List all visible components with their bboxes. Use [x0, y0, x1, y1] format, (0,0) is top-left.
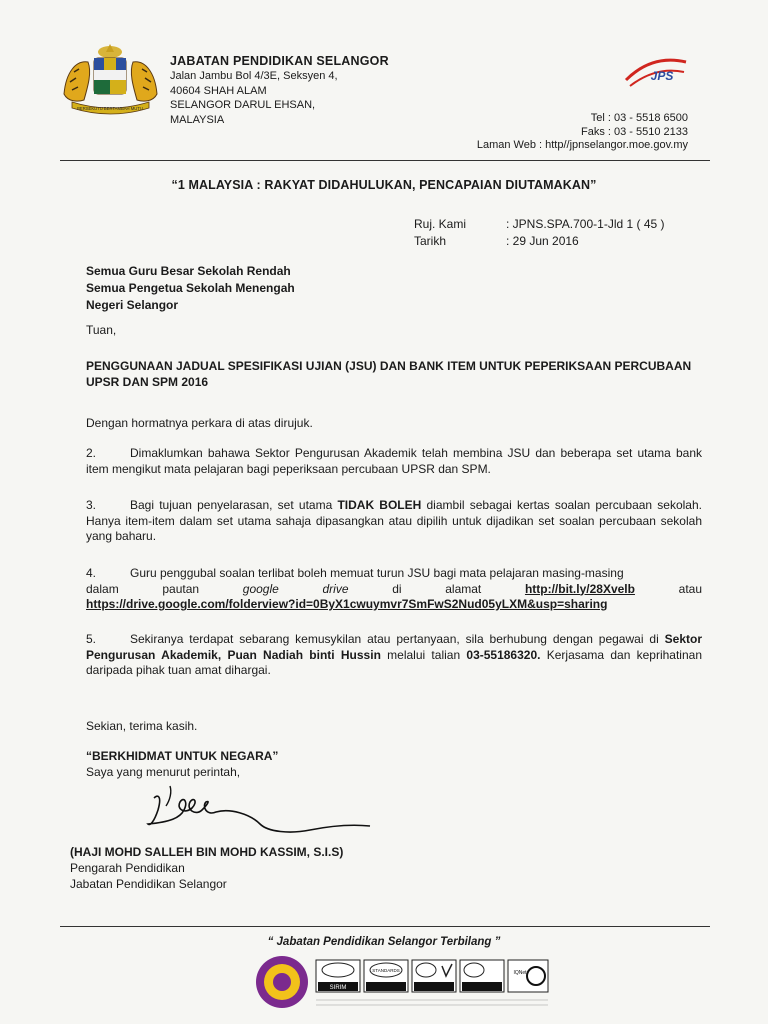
signer-block [70, 844, 343, 892]
header-divider [60, 160, 710, 161]
contact-info [477, 112, 688, 153]
reference-block [414, 216, 665, 250]
iqnet-badge [508, 960, 548, 992]
signature [140, 780, 380, 840]
date-value: : 29 Jun 2016 [506, 234, 579, 248]
reference-value: : JPNS.SPA.700-1-Jld 1 ( 45 ) [506, 217, 665, 231]
signer-title: Pengarah Pendidikan [70, 861, 185, 875]
paragraph-number: 3. [86, 498, 97, 512]
state-crest-logo [58, 42, 163, 117]
certification-badge-2 [364, 960, 408, 992]
organization-address [170, 69, 338, 127]
address-line: MALAYSIA [170, 113, 225, 126]
recipient-line: Semua Pengetua Sekolah Menengah [86, 281, 295, 295]
paragraph-4-word: pautan [162, 581, 200, 596]
paragraph-number: 4. [86, 566, 97, 580]
website: Laman Web : http//jpnselangor.moe.gov.my [476, 139, 688, 151]
jps-logo-text: JPS [650, 69, 674, 83]
certification-logos [254, 952, 554, 1014]
paragraph-5 [86, 632, 702, 679]
address-line: Jalan Jambu Bol 4/3E, Seksyen 4, [170, 70, 338, 82]
paragraph-4-word: google [242, 581, 279, 596]
paragraph-4-text-a: Guru penggubal soalan terlibat boleh memuat turun JSU bagi mata pelajaran masing-masing [130, 566, 624, 580]
national-motto: “1 MALAYSIA : RAKYAT DIDAHULUKAN, PENCAPAIAN DIUTAMAKAN” [171, 178, 597, 192]
address-line: SELANGOR DARUL EHSAN, [170, 99, 316, 111]
signer-name: (HAJI MOHD SALLEH BIN MOHD KASSIM, S.I.S) [70, 845, 344, 859]
paragraph-3-text-c: diambil sebagai kertas soalan percubaan sekolah. Hanya item-item dalam set utama sahaja dipasangkan atau dipilih untuk dijadikan set soalan percubaan sekolah yang baharu. [86, 498, 702, 543]
paragraph-4-word: di [392, 581, 402, 596]
paragraph-5-text-e: Kerjasama dan keprihatinan daripada pihak tuan amat dihargai. [86, 647, 702, 677]
jps-logo [622, 52, 690, 92]
paragraph-3 [86, 498, 702, 545]
recipient-line: Semua Guru Besar Sekolah Rendah [86, 264, 291, 278]
iqnet-label: IQNet [513, 970, 527, 976]
recipients-block [86, 263, 295, 314]
paragraph-3-emphasis: TIDAK BOLEH [337, 498, 422, 512]
closing-slogan: “BERKHIDMAT UNTUK NEGARA” [86, 749, 279, 763]
paragraph-4 [86, 566, 702, 613]
contact-phone: 03-55186320. [466, 647, 541, 662]
paragraph-4-word: alamat [445, 581, 482, 596]
footer-divider [60, 926, 710, 927]
footer-tagline: “ Jabatan Pendidikan Selangor Terbilang ” [267, 936, 501, 948]
paragraph-3-text-a: Bagi tujuan penyelarasan, set utama [130, 498, 338, 512]
date-label: Tarikh [414, 234, 447, 248]
crest-ribbon-text: BERSEKUTU BERTAMBAH MUTU [77, 106, 143, 111]
certification-badge-4 [460, 960, 504, 992]
closing-order: Saya yang menurut perintah, [86, 765, 241, 779]
address-line: 40604 SHAH ALAM [170, 84, 267, 97]
paragraph-4-word: dalam [86, 581, 119, 596]
bitly-link[interactable]: http://bit.ly/28Xvelb [524, 581, 635, 596]
certification-badge-3 [412, 960, 456, 992]
jps-seal-icon [256, 956, 308, 1008]
sirim-label: SIRIM [329, 985, 347, 991]
google-drive-link[interactable]: https://drive.google.com/folderview?id=0ByX1cwuymvr7SmFwS2Nud05yLXM&usp=sharing [86, 597, 608, 611]
contact-person: Sektor Pengurusan Akademik, Puan Nadiah binti Hussin [86, 632, 702, 662]
closing-thanks: Sekian, terima kasih. [86, 719, 198, 733]
paragraph-4-word: atau [678, 581, 703, 596]
paragraph-5-text-a: Sekiranya terdapat sebarang kemusykilan atau pertanyaan, sila berhubung dengan pegawai di [130, 632, 665, 646]
fax: Faks : 03 - 5510 2133 [580, 125, 688, 138]
paragraph-number: 2. [86, 446, 97, 460]
organization-name: JABATAN PENDIDIKAN SELANGOR [170, 54, 389, 68]
paragraph-4-word: drive [322, 581, 349, 596]
closing-block [86, 718, 278, 780]
signer-department: Jabatan Pendidikan Selangor [70, 877, 227, 891]
reference-label: Ruj. Kami [414, 217, 467, 231]
certification-badge-1 [316, 960, 360, 992]
recipient-line: Negeri Selangor [86, 298, 179, 312]
paragraph-number: 5. [86, 632, 97, 646]
paragraph-5-text-c: melalui talian [380, 647, 467, 662]
paragraph-2 [86, 446, 702, 477]
telephone: Tel : 03 - 5518 6500 [590, 112, 688, 124]
paragraph-2-text: Dimaklumkan bahawa Sektor Pengurusan Akademik telah membina JSU dan beberapa set utama bank item mengikut mata pelajaran bagi peperiksaan percubaan UPSR dan SPM. [86, 446, 702, 476]
standards-label: STANDARDS [372, 968, 400, 973]
salutation: Tuan, [86, 323, 117, 337]
paragraph-4-line-2 [86, 582, 702, 598]
letter-subject: PENGGUNAAN JADUAL SPESIFIKASI UJIAN (JSU) DAN BANK ITEM UNTUK PEPERIKSAAN PERCUBAAN UPSR DAN SPM 2016 [86, 359, 692, 389]
paragraph-1: Dengan hormatnya perkara di atas dirujuk. [86, 416, 313, 430]
